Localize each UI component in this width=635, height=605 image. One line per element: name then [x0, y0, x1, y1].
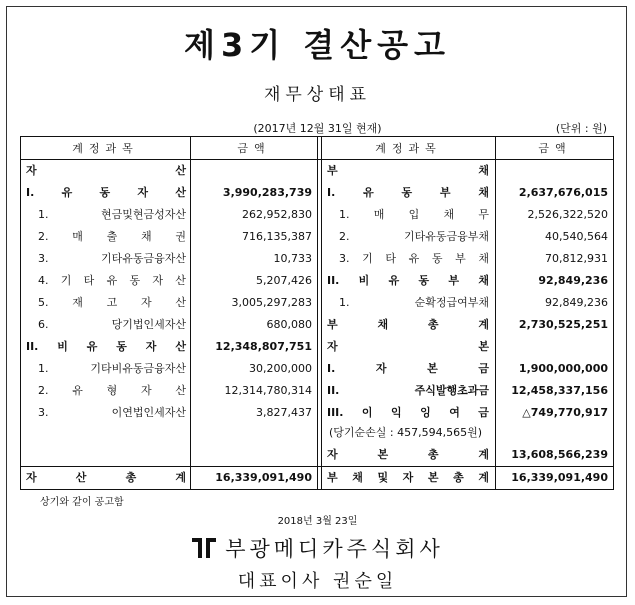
header-right-amount: 금액 — [538, 142, 572, 155]
net-loss-note: (당기순손실 : 457,594,565원) — [328, 426, 482, 439]
asset-row-amount: 10,733 — [273, 252, 312, 265]
notice-date: 2018년 3월 23일 — [277, 516, 358, 527]
liability-equity-row-amount — [497, 160, 608, 182]
asset-row-amount: 680,080 — [266, 318, 312, 331]
asset-row-label: 2. 매 출 채 권 — [38, 230, 186, 243]
liability-equity-row-label: 부 채 — [327, 164, 489, 177]
liability-equity-row-amount: 2,730,525,251 — [518, 318, 608, 331]
liability-equity-row-label: III. 이 익 잉 여 금 — [327, 406, 489, 419]
unit-label: (단위 : 원) — [555, 122, 607, 135]
grand-total-amount: 16,339,091,490 — [511, 471, 608, 484]
equity-total-placeholder — [26, 440, 186, 462]
asset-row-amount: 262,952,830 — [242, 208, 312, 221]
header-left-amount: 금액 — [237, 142, 271, 155]
col-divider — [317, 137, 318, 489]
notice-statement: 상기와 같이 공고함 — [40, 497, 124, 508]
asset-row-amount — [191, 160, 312, 182]
liability-equity-row-amount: 2,526,322,520 — [527, 208, 608, 221]
as-of-date: (2017년 12월 31일 현재) — [253, 122, 382, 135]
asset-row-amount: 30,200,000 — [249, 362, 312, 375]
liability-equity-row-label: I. 유 동 부 채 — [327, 186, 489, 199]
asset-row-label: 3. 이연법인세자산 — [38, 406, 186, 419]
asset-row-amount: 12,314,780,314 — [224, 384, 312, 397]
asset-row-amount: 3,827,437 — [256, 406, 312, 419]
asset-row-label: 5. 재 고 자 산 — [38, 296, 186, 309]
liability-equity-row-amount: 2,637,676,015 — [518, 186, 608, 199]
liability-equity-row-label: II. 비 유 동 부 채 — [327, 274, 489, 287]
asset-row-amount: 716,135,387 — [242, 230, 312, 243]
asset-row-label: 3. 기타유동금융자산 — [38, 252, 186, 265]
company-logo-icon — [191, 536, 217, 560]
asset-row-label: 2. 유 형 자 산 — [38, 384, 186, 397]
grand-total-label: 부 채 및 자 본 총 계 — [327, 471, 489, 484]
liability-equity-row-amount — [497, 336, 608, 358]
asset-row-label: 6. 당기법인세자산 — [38, 318, 186, 331]
liability-equity-row-label: 1. 매 입 채 무 — [339, 208, 489, 221]
asset-row-label: 4. 기 타 유 동 자 산 — [38, 274, 186, 287]
equity-total-amount: 13,608,566,239 — [511, 448, 608, 461]
liability-equity-row-amount: 92,849,236 — [538, 274, 608, 287]
assets-total-label: 자 산 총 계 — [26, 471, 186, 484]
liability-equity-row-amount: 92,849,236 — [545, 296, 608, 309]
asset-row-label: 1. 현금및현금성자산 — [38, 208, 186, 221]
liability-equity-row-label: II. 주식발행초과금 — [327, 384, 489, 397]
page-title: 제3기 결산공고 — [184, 26, 451, 64]
liability-equity-row-amount: △749,770,917 — [522, 406, 608, 419]
asset-row-label: II. 비 유 동 자 산 — [26, 340, 186, 353]
asset-row-amount: 5,207,426 — [256, 274, 312, 287]
liability-equity-row-label: 자 본 — [327, 340, 489, 353]
assets-total-amount: 16,339,091,490 — [215, 471, 312, 484]
asset-row-label: I. 유 동 자 산 — [26, 186, 186, 199]
header-right-account: 계정과목 — [375, 142, 442, 155]
asset-row-amount: 3,990,283,739 — [222, 186, 312, 199]
asset-row-label: 자 산 — [26, 164, 186, 177]
statement-title: 재무상태표 — [263, 85, 372, 105]
liability-equity-row-amount: 1,900,000,000 — [518, 362, 608, 375]
company-name: 부광메디카주식회사 — [225, 537, 444, 561]
ceo-name: 대표이사 권순일 — [237, 571, 398, 592]
liability-equity-row-label: 3. 기 타 유 동 부 채 — [339, 252, 489, 265]
liability-equity-row-amount: 70,812,931 — [545, 252, 608, 265]
balance-sheet-table — [20, 136, 614, 490]
liability-equity-row-amount: 40,540,564 — [545, 230, 608, 243]
equity-total-label: 자 본 총 계 — [327, 448, 489, 461]
asset-row-label: 1. 기타비유동금융자산 — [38, 362, 186, 375]
col-divider — [495, 137, 496, 489]
liability-equity-row-label: I. 자 본 금 — [327, 362, 489, 375]
liability-equity-row-label: 부 채 총 계 — [327, 318, 489, 331]
asset-row-amount: 3,005,297,283 — [231, 296, 312, 309]
header-left-account: 계정과목 — [72, 142, 139, 155]
liability-equity-row-amount: 12,458,337,156 — [511, 384, 608, 397]
liability-equity-row-label: 1. 순확정급여부채 — [339, 296, 489, 309]
company-signature — [0, 534, 635, 562]
liability-equity-row-label: 2. 기타유동금융부채 — [339, 230, 489, 243]
asset-row-amount: 12,348,807,751 — [215, 340, 312, 353]
